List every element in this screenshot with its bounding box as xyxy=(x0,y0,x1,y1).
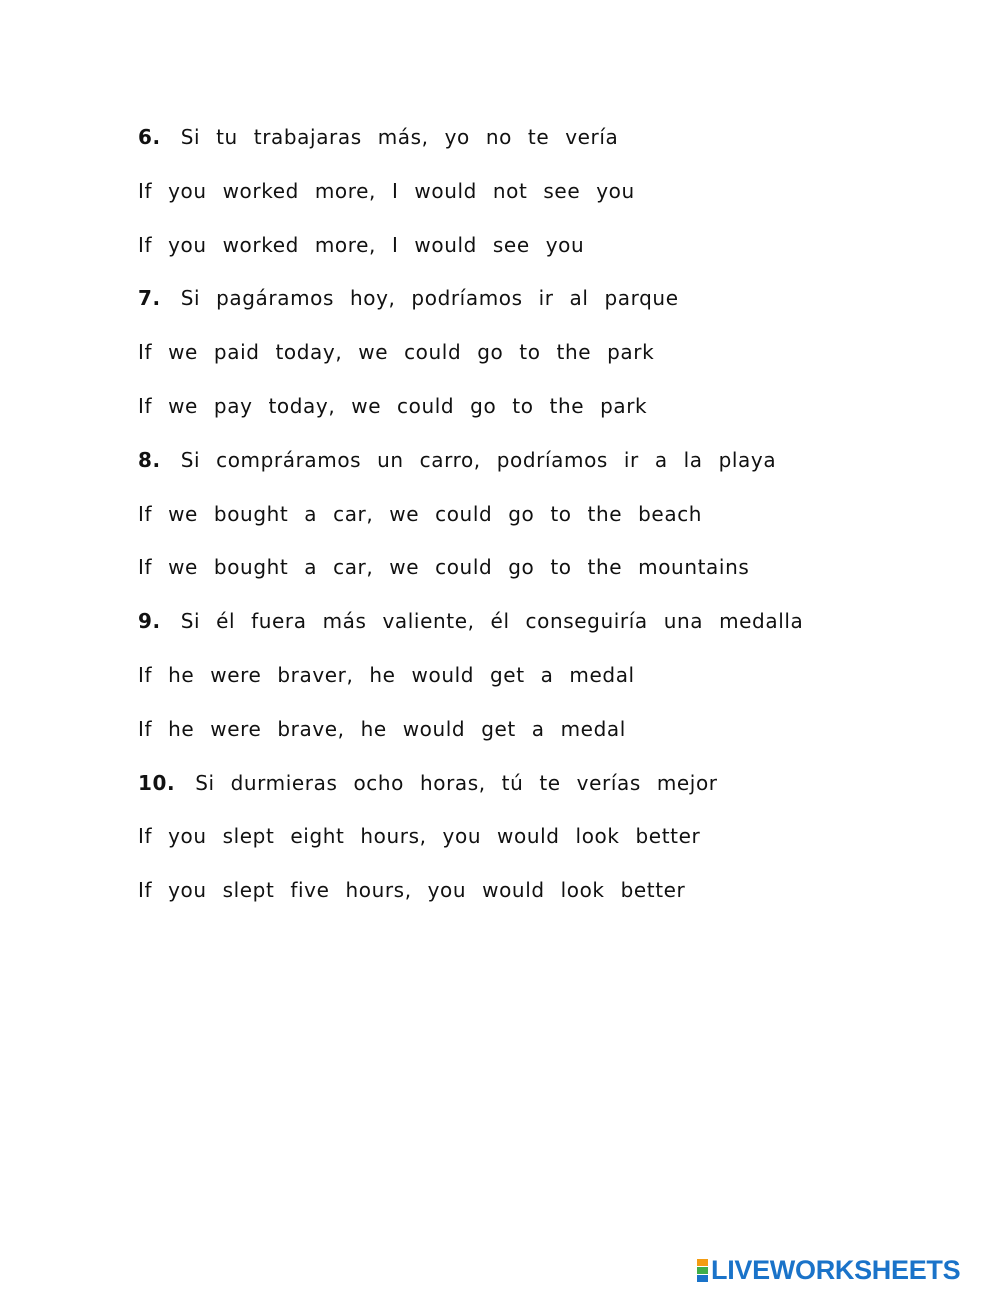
question-8 xyxy=(138,439,898,493)
question-prompt: Si durmieras ocho horas, tú te verías mejor xyxy=(195,770,718,795)
answer-option[interactable]: If he were brave, he would get a medal xyxy=(138,716,626,741)
answer-option[interactable]: If you slept eight hours, you would look better xyxy=(138,824,701,849)
question-9 xyxy=(138,600,898,654)
worksheet xyxy=(138,116,898,923)
answer-option[interactable]: If you worked more, I would not see you xyxy=(138,178,635,203)
question-7 xyxy=(138,277,898,331)
question-number: 10. xyxy=(138,770,176,795)
question-10 xyxy=(138,762,898,816)
liveworksheets-logo xyxy=(697,1252,960,1288)
logo-blocks-icon xyxy=(697,1259,708,1282)
answer-option[interactable]: If we bought a car, we could go to the beach xyxy=(138,501,703,526)
answer-option[interactable]: If you worked more, I would see you xyxy=(138,232,585,257)
question-number: 9. xyxy=(138,609,161,634)
question-number: 8. xyxy=(138,447,161,472)
logo-block-blue xyxy=(697,1275,708,1282)
answer-option[interactable]: If we paid today, we could go to the park xyxy=(138,340,655,365)
question-prompt: Si compráramos un carro, podríamos ir a la playa xyxy=(180,447,777,472)
logo-block-orange xyxy=(697,1259,708,1266)
question-prompt: Si pagáramos hoy, podríamos ir al parque xyxy=(180,286,679,311)
logo-block-green xyxy=(697,1267,708,1274)
question-prompt: Si tu trabajaras más, yo no te vería xyxy=(180,125,619,149)
answer-option[interactable]: If we bought a car, we could go to the mountains xyxy=(138,555,750,580)
answer-option[interactable]: If we pay today, we could go to the park xyxy=(138,393,648,418)
answer-option[interactable]: If you slept five hours, you would look better xyxy=(138,878,686,903)
question-prompt: Si él fuera más valiente, él conseguiría una medalla xyxy=(180,609,804,634)
question-6 xyxy=(138,116,898,170)
logo-text: LIVEWORKSHEETS xyxy=(711,1254,961,1285)
answer-option[interactable]: If he were braver, he would get a medal xyxy=(138,662,635,687)
question-number: 7. xyxy=(138,286,161,311)
question-number: 6. xyxy=(138,125,161,149)
